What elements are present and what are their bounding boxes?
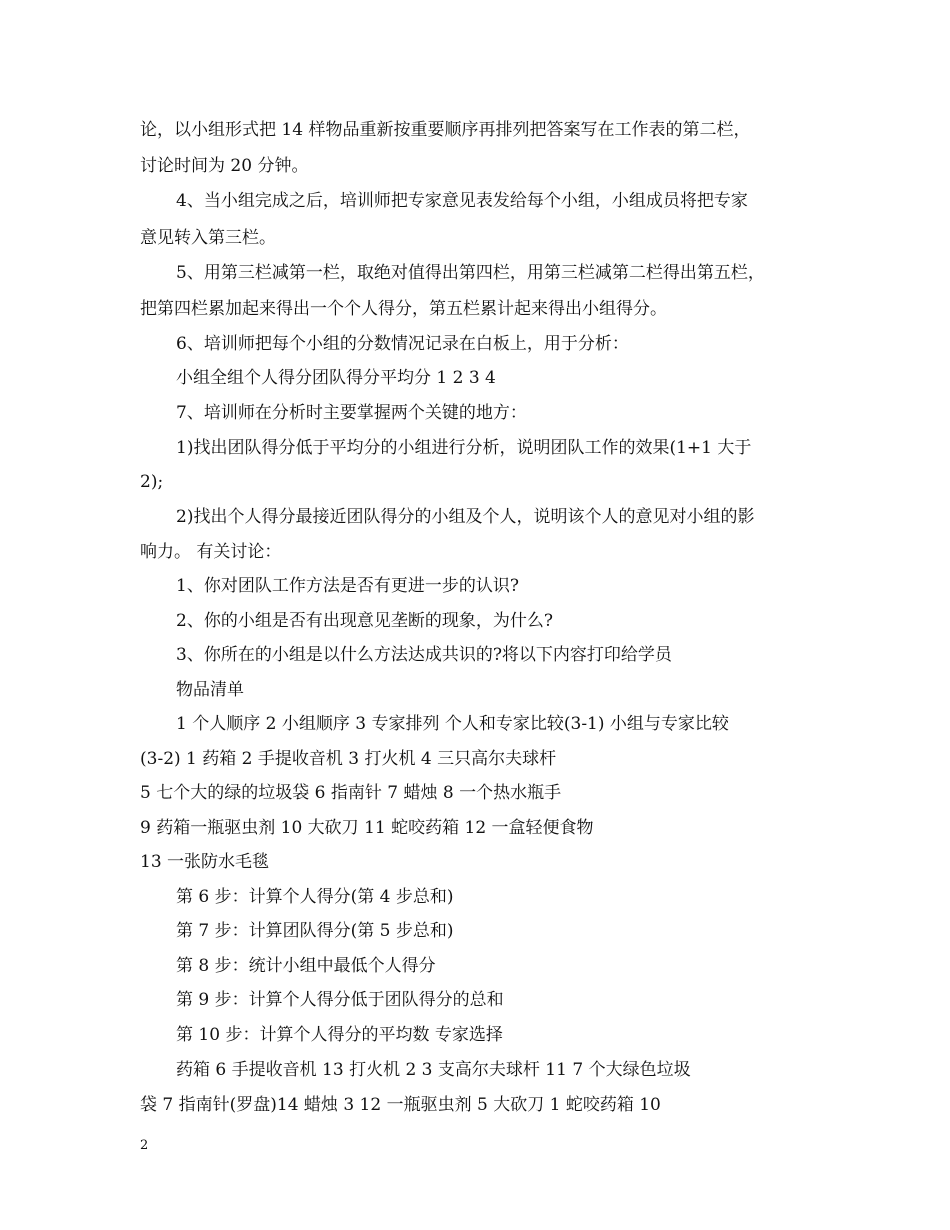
- text-line: 意见转入第三栏。: [140, 228, 276, 248]
- text-line: 论，以小组形式把 14 样物品重新按重要顺序再排列把答案写在工作表的第二栏，: [140, 120, 751, 140]
- text-line: 7、培训师在分析时主要掌握两个关键的地方：: [176, 403, 527, 423]
- text-line: 1、你对团队工作方法是否有更进一步的认识?: [176, 576, 519, 596]
- text-line: 第 6 步：计算个人得分(第 4 步总和): [176, 887, 454, 907]
- text-line: (3-2) 1 药箱 2 手提收音机 3 打火机 4 三只高尔夫球杆: [140, 749, 557, 769]
- text-line: 3、你所在的小组是以什么方法达成共识的?将以下内容打印给学员: [176, 645, 672, 665]
- text-line: 2、你的小组是否有出现意见垄断的现象，为什么?: [176, 611, 553, 631]
- text-line: 响力。 有关讨论：: [140, 542, 282, 562]
- text-line: 1 个人顺序 2 小组顺序 3 专家排列 个人和专家比较(3-1) 小组与专家比较: [176, 714, 729, 734]
- text-line: 13 一张防水毛毯: [140, 852, 270, 872]
- text-line: 袋 7 指南针(罗盘)14 蜡烛 3 12 一瓶驱虫剂 5 大砍刀 1 蛇咬药箱 10: [140, 1095, 661, 1115]
- text-line: 5 七个大的绿的垃圾袋 6 指南针 7 蜡烛 8 一个热水瓶手: [140, 783, 562, 803]
- page-number: 2: [140, 1138, 149, 1153]
- text-line: 物品清单: [176, 680, 244, 700]
- text-line: 9 药箱一瓶驱虫剂 10 大砍刀 11 蛇咬药箱 12 一盒轻便食物: [140, 818, 594, 838]
- text-line: 6、培训师把每个小组的分数情况记录在白板上，用于分析：: [176, 334, 629, 354]
- text-line: 讨论时间为 20 分钟。: [140, 156, 309, 176]
- text-line: 小组全组个人得分团队得分平均分 1 2 3 4: [176, 368, 496, 388]
- text-line: 第 10 步：计算个人得分的平均数 专家选择: [176, 1025, 503, 1045]
- text-line: 2);: [140, 472, 164, 492]
- text-line: 1)找出团队得分低于平均分的小组进行分析，说明团队工作的效果(1+1 大于: [176, 438, 752, 458]
- text-line: 4、当小组完成之后，培训师把专家意见表发给每个小组，小组成员将把专家: [176, 191, 748, 211]
- text-line: 第 9 步：计算个人得分低于团队得分的总和: [176, 990, 504, 1010]
- text-line: 第 7 步：计算团队得分(第 5 步总和): [176, 921, 454, 941]
- text-line: 5、用第三栏减第一栏，取绝对值得出第四栏，用第三栏减第二栏得出第五栏，: [176, 263, 765, 283]
- text-line: 第 8 步：统计小组中最低个人得分: [176, 956, 436, 976]
- text-line: 药箱 6 手提收音机 13 打火机 2 3 支高尔夫球杆 11 7 个大绿色垃圾: [176, 1060, 691, 1080]
- text-line: 把第四栏累加起来得出一个个人得分，第五栏累计起来得出小组得分。: [140, 299, 667, 319]
- text-line: 2)找出个人得分最接近团队得分的小组及个人，说明该个人的意见对小组的影: [176, 507, 755, 527]
